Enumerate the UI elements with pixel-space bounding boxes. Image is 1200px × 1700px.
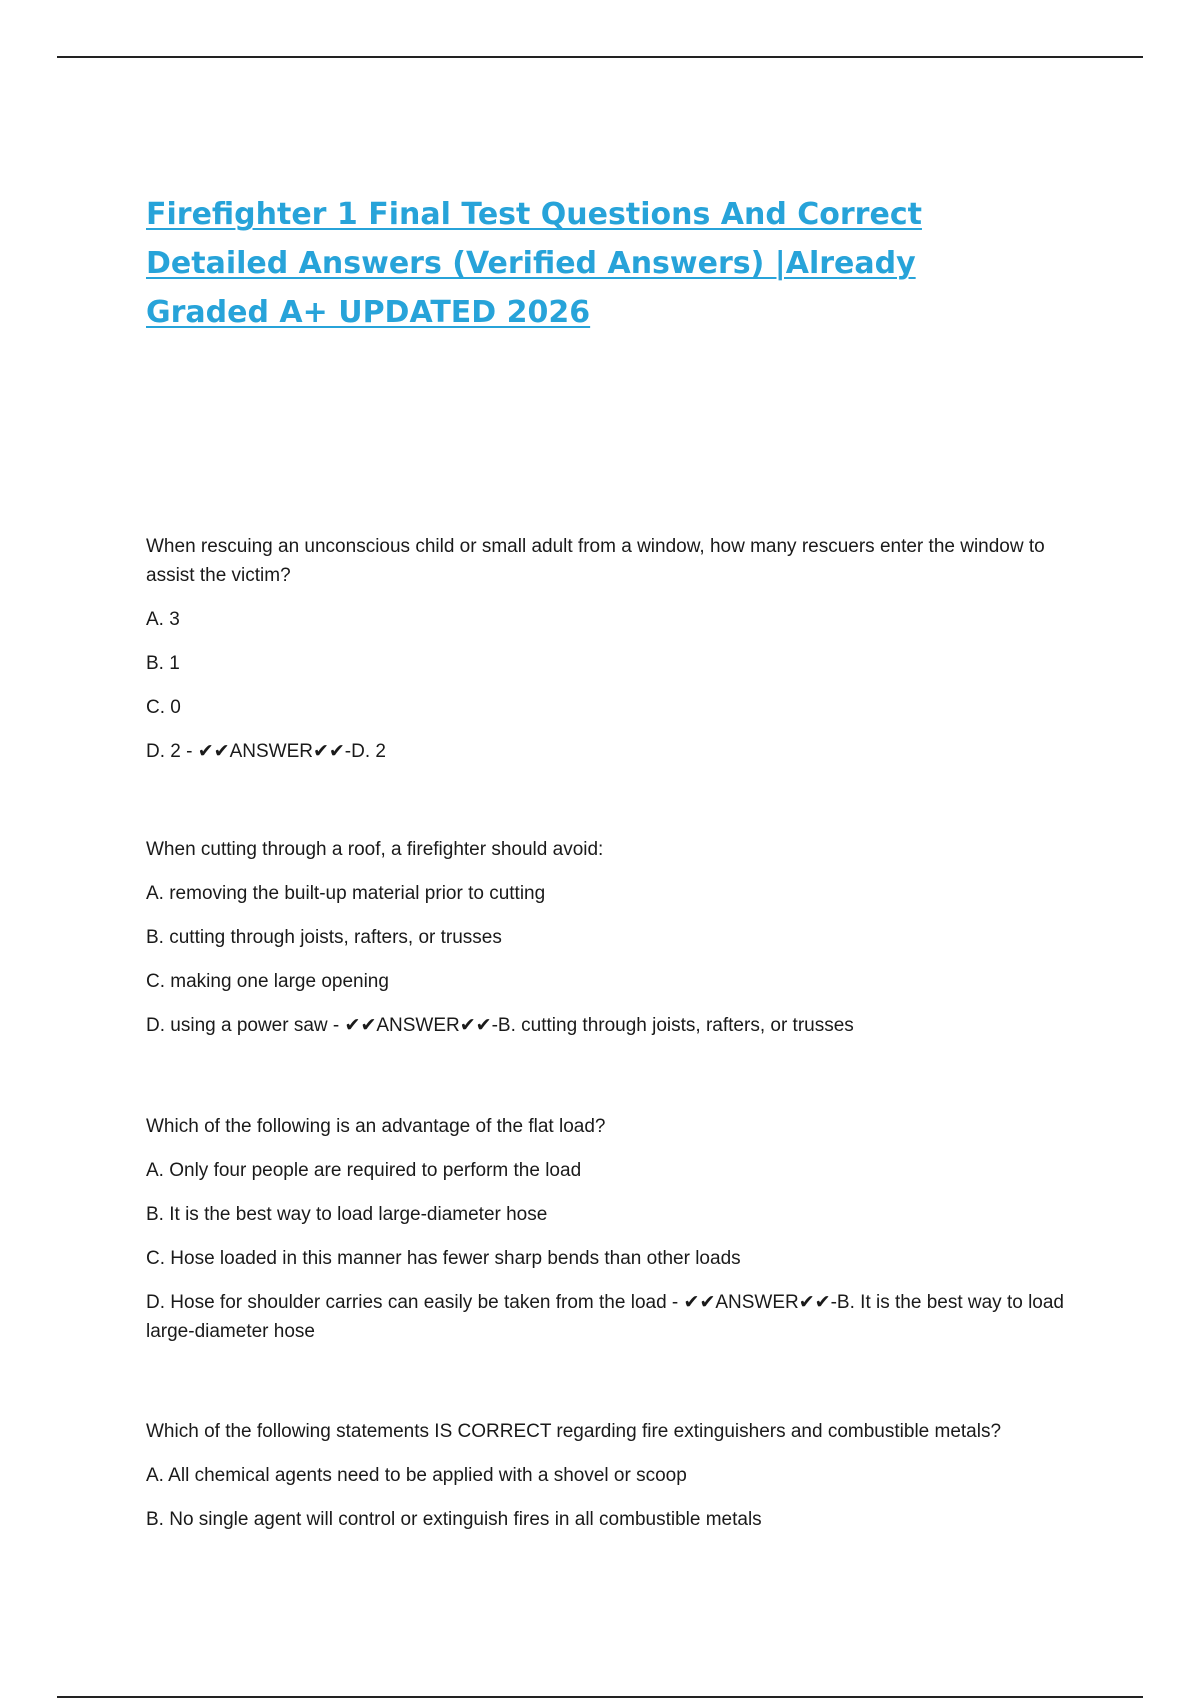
answer-option-with-key: D. Hose for shoulder carries can easily be taken from the load - ✔✔ANSWER✔✔-B. It is the best way to load large-diameter hose bbox=[146, 1292, 1064, 1342]
answer-option: A. Only four people are required to perform the load bbox=[146, 1160, 582, 1181]
question-text: When cutting through a roof, a firefighter should avoid: bbox=[146, 839, 604, 860]
answer-option: B. cutting through joists, rafters, or trusses bbox=[146, 927, 502, 948]
answer-option: C. 0 bbox=[146, 697, 181, 718]
question-block bbox=[146, 1112, 1066, 1346]
answer-option-with-key: D. using a power saw - ✔✔ANSWER✔✔-B. cutting through joists, rafters, or trusses bbox=[146, 1015, 854, 1036]
answer-option: A. 3 bbox=[146, 609, 180, 630]
answer-option: C. Hose loaded in this manner has fewer sharp bends than other loads bbox=[146, 1248, 741, 1269]
answer-option: B. No single agent will control or extinguish fires in all combustible metals bbox=[146, 1509, 762, 1530]
footer-rule bbox=[57, 1696, 1143, 1698]
question-text: Which of the following is an advantage of the flat load? bbox=[146, 1116, 606, 1137]
answer-option: A. removing the built-up material prior to cutting bbox=[146, 883, 546, 904]
header-rule bbox=[57, 56, 1143, 58]
answer-option: B. 1 bbox=[146, 653, 180, 674]
answer-option: A. All chemical agents need to be applied with a shovel or scoop bbox=[146, 1465, 687, 1486]
answer-option: C. making one large opening bbox=[146, 971, 389, 992]
question-text: When rescuing an unconscious child or small adult from a window, how many rescuers enter the window to assist the victim? bbox=[146, 536, 1045, 586]
question-text: Which of the following statements IS CORRECT regarding fire extinguishers and combustible metals? bbox=[146, 1421, 1002, 1442]
question-block bbox=[146, 532, 1066, 766]
question-block bbox=[146, 835, 1066, 1040]
answer-option: B. It is the best way to load large-diameter hose bbox=[146, 1204, 548, 1225]
document-title[interactable]: Firefighter 1 Final Test Questions And Correct Detailed Answers (Verified Answers) |Already Graded A+ UPDATED 2026 bbox=[146, 197, 922, 330]
answer-option-with-key: D. 2 - ✔✔ANSWER✔✔-D. 2 bbox=[146, 741, 386, 762]
question-block bbox=[146, 1417, 1066, 1534]
